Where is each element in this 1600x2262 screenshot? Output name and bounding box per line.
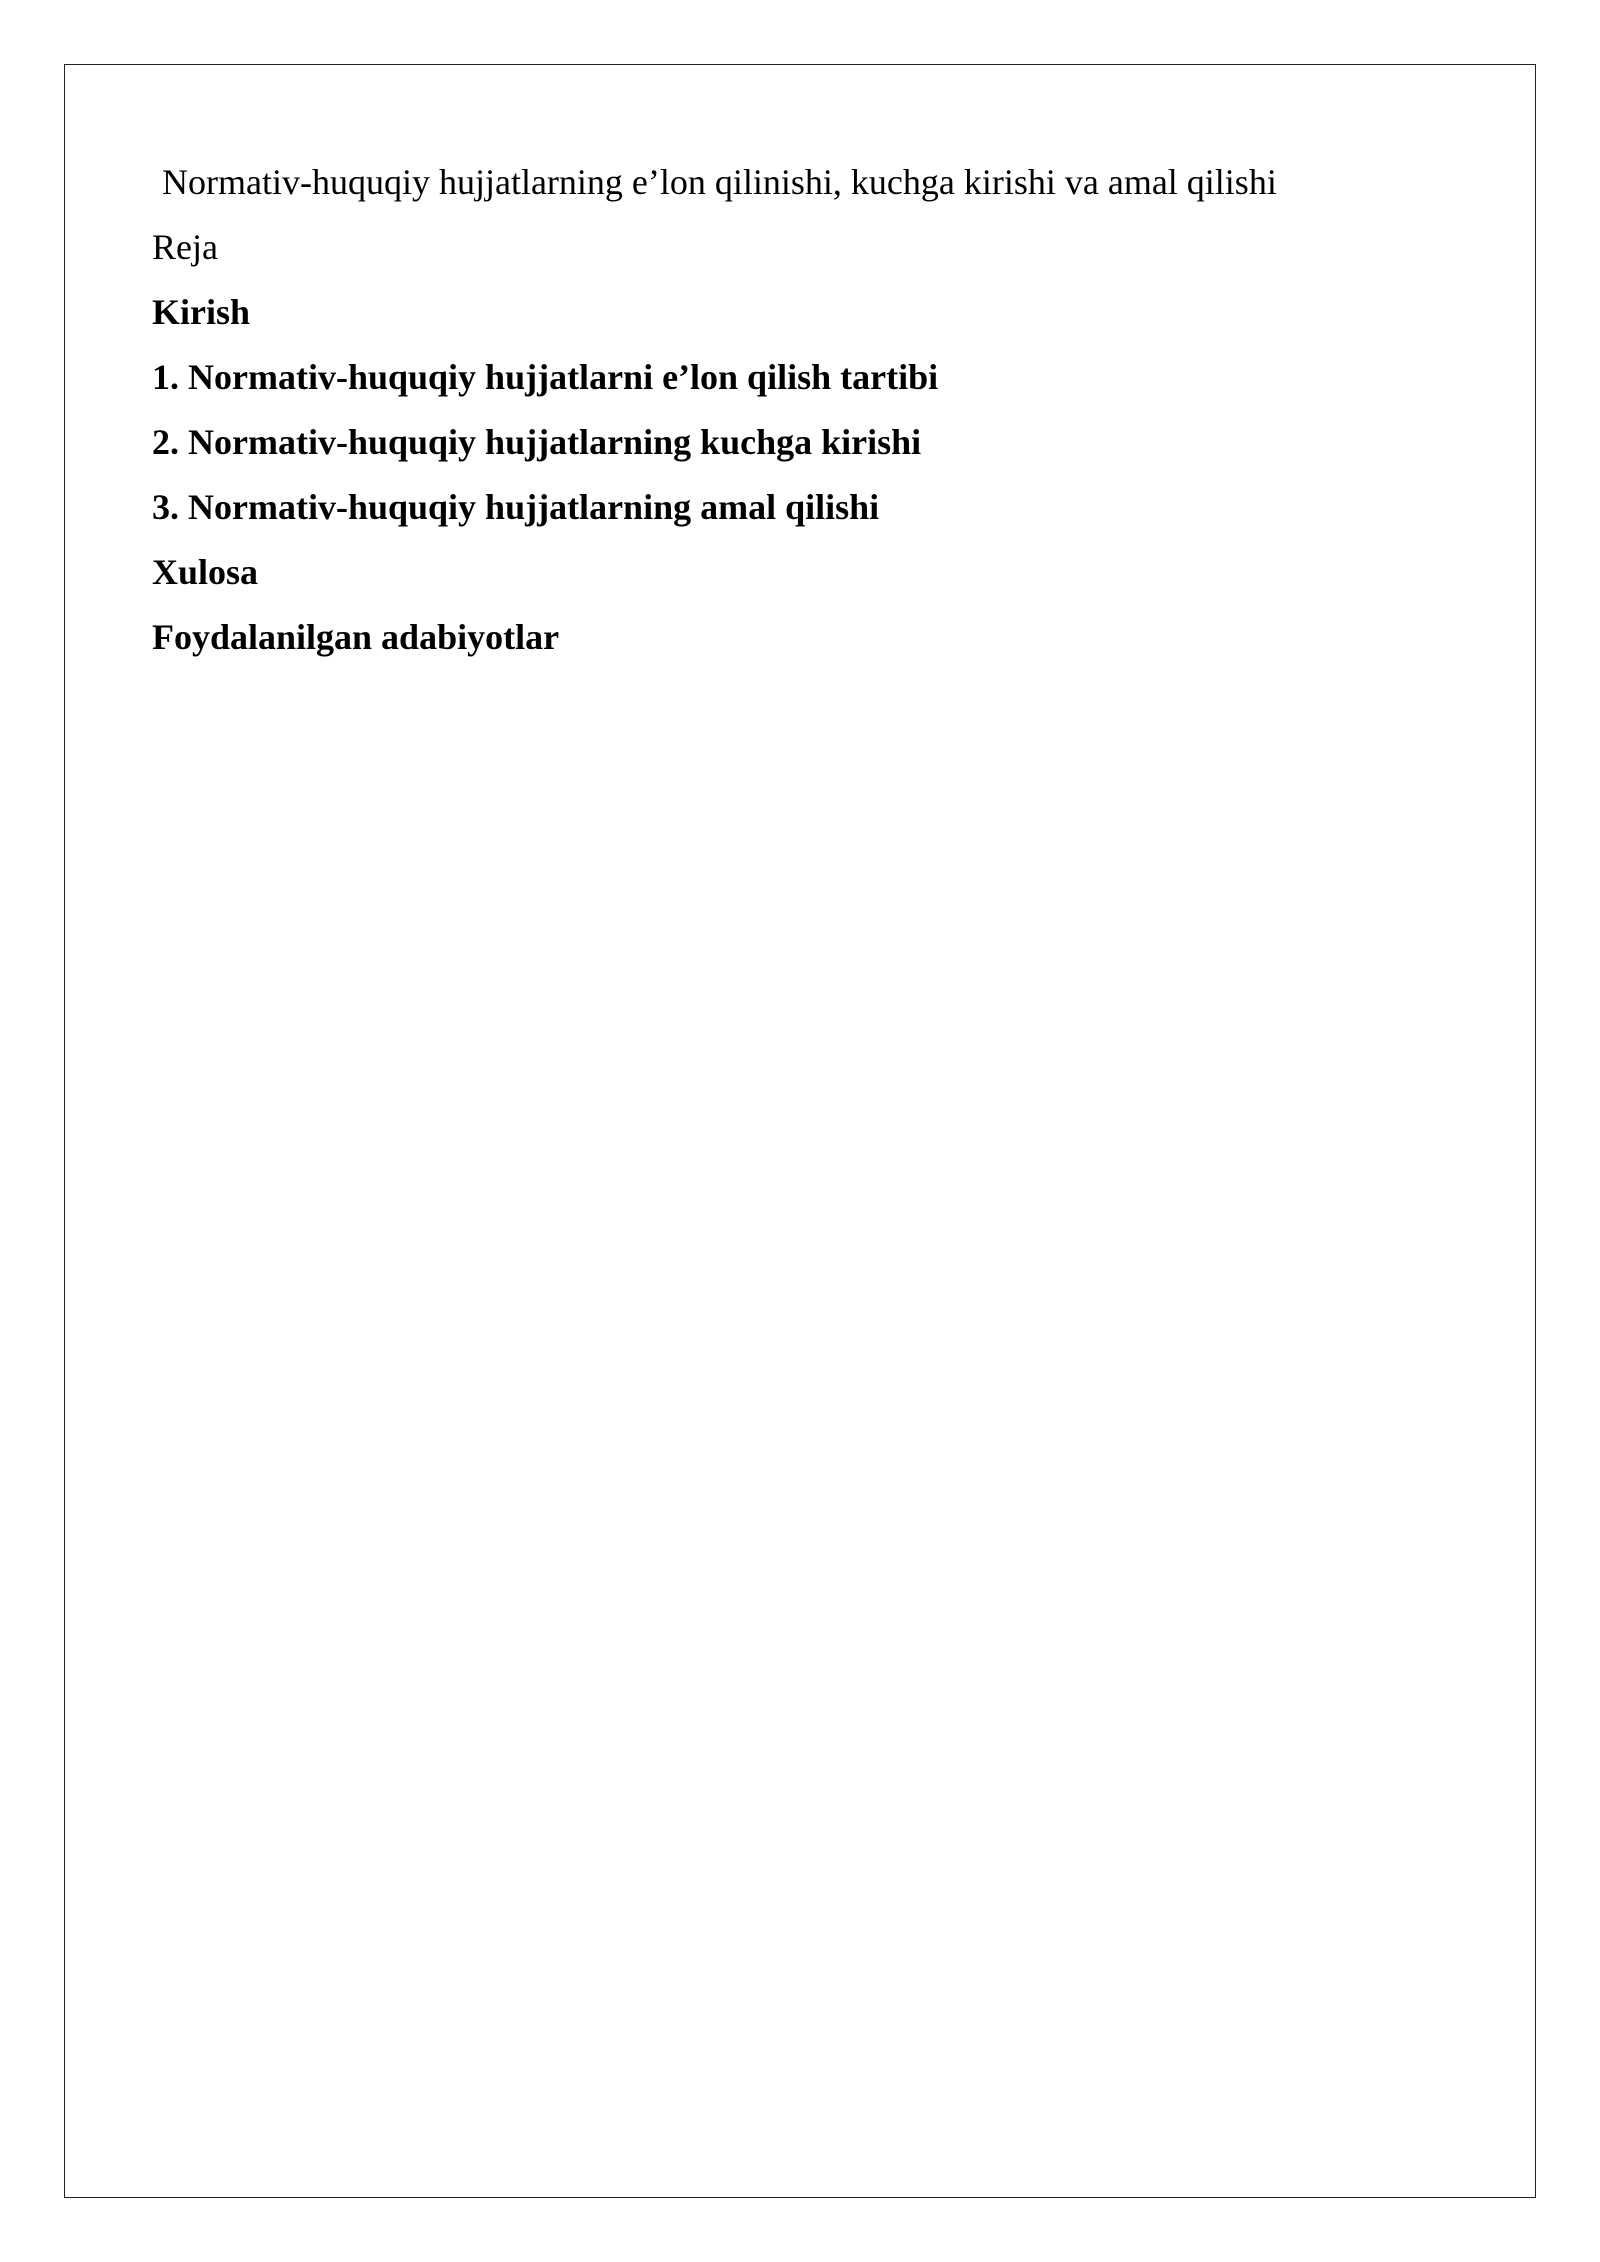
section-introduction: Kirish (152, 292, 251, 332)
document-content (152, 150, 1452, 670)
section-references: Foydalanilgan adabiyotlar (152, 617, 560, 657)
section-conclusion: Xulosa (152, 552, 259, 592)
section-3: 3. Normativ-huquqiy hujjatlarning amal qilishi (152, 487, 880, 527)
section-2: 2. Normativ-huquqiy hujjatlarning kuchga kirishi (152, 422, 922, 462)
plan-heading: Reja (152, 227, 218, 267)
document-title: Normativ-huquqiy hujjatlarning e’lon qilinishi, kuchga kirishi va amal qilishi (162, 162, 1277, 202)
section-1: 1. Normativ-huquqiy hujjatlarni e’lon qilish tartibi (152, 357, 939, 397)
